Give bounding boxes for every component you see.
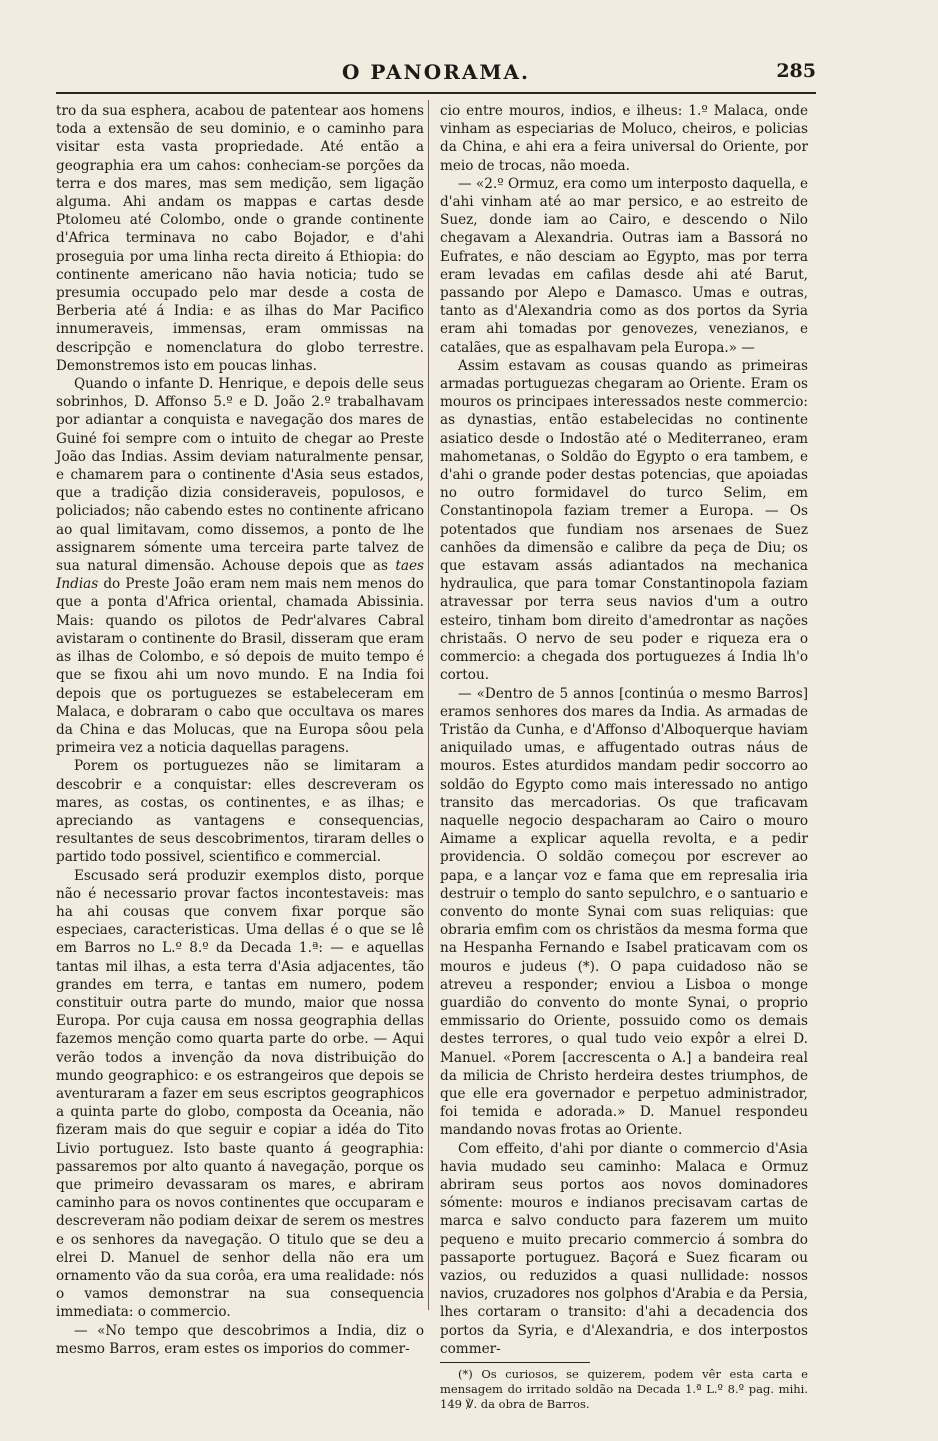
column-divider — [428, 100, 429, 1310]
page-number: 285 — [776, 60, 816, 82]
header-rule — [56, 92, 816, 94]
page-header — [56, 56, 816, 96]
paragraph: Quando o infante D. Henrique, e depois delle seus sobrinhos, D. Affonso 5.º e D. João 2.º trabalhavam por adiantar a conquista e navegação dos mares de Guiné foi sempre com o intuito de chegar ao Preste João das Indias. Assim deviam naturalmente pensar, e chamarem para o continente d'Asia seus estados, que a tradição dizia consideraveis, populosos, e policiados; não cabendo estes no continente africano ao qual limitavam, como dissemos, a ponto de lhe assignarem sómente uma terceira parte talvez de sua natural dimensão. Achouse depois que as taes Indias do Preste João eram nem mais nem menos do que a ponta d'Africa oriental, chamada Abissinia. Mais: quando os pilotos de Pedr'alvares Cabral avistaram o continente do Brasil, disseram que eram as ilhas de Colombo, e só depois de muito tempo é que se fixou ahi um novo mundo. E na India foi depois que os portuguezes se estabeleceram em Malaca, e dobraram o cabo que occultava os mares da China e das Molucas, que na Europa sôou pela primeira vez a noticia daquellas paragens. — [56, 376, 425, 757]
paragraph: Com effeito, d'ahi por diante o commercio d'Asia havia mudado seu caminho: Malaca e Ormuz abriram seus portos aos novos dominadores sómente: mouros e indianos precisavam cartas de marca e salvo conducto para fazerem um muito pequeno e muito precario commercio á sombra do passaporte portuguez. Baçorá e Suez ficaram ou vazios, ou reduzidos a quasi nullidade: nossos navios, cruzadores nos golphos d'Arabia e da Persia, lhes cortaram o transito: d'ahi a decadencia dos portos da Syria, e d'Alexandria, e dos interpostos commer- — [440, 1140, 808, 1357]
italic-phrase: taes Indias — [56, 558, 425, 593]
footnote-rule — [440, 1362, 590, 1363]
right-column — [440, 102, 808, 1412]
paragraph: cio entre mouros, indios, e ilheus: 1.º Malaca, onde vinham as especiarias de Moluco, cheiros, e policias da China, e ahi era a feira universal do Oriente, por meio de trocas, não moeda. — [440, 103, 808, 174]
journal-title: O PANORAMA. — [342, 60, 530, 84]
paragraph: — «No tempo que descobrimos a India, diz o mesmo Barros, eram estes os imporios do commer- — [56, 1322, 424, 1357]
paragraph: — «2.º Ormuz, era como um interposto daquella, e d'ahi vinham até ao mar persico, e ao estreito de Suez, donde iam ao Cairo, e descendo o Nilo chegavam a Alexandria. Outras iam a Bassorá no Eufrates, e não desciam ao Egypto, mas por terra eram levadas em cafilas desde ahi até Barut, passando por Alepo e Damasco. Umas e outras, tanto as d'Alexandria como as dos portos da Syria eram ahi tomadas por genovezes, venezianos, e catalães, que as espalhavam pela Europa.» — — [440, 175, 808, 356]
left-column — [56, 102, 424, 1358]
paragraph: Escusado será produzir exemplos disto, porque não é necessario provar factos incontestaveis: mas ha ahi cousas que convem fixar porque são especiaes, caracteristicas. Uma dellas é o que se lê em Barros no L.º 8.º da Decada 1.ª: — e aquellas tantas mil ilhas, a esta terra d'Asia adjacentes, tão grandes em terra, e tantas em numero, podem constituir outra parte do mundo, maior que nossa Europa. Por cuja causa em nossa geographia dellas fazemos menção como quarta parte do orbe. — Aqui verão todos a invenção da nova distribuição do mundo geographico: e os estrangeiros que depois se aventuraram a fazer em seus escriptos geographicos a quinta parte do globo, composta da Oceania, não fizeram mais do que seguir e copiar a idéa do Tito Livio portuguez. Isto baste quanto á geographia: passaremos por alto quanto á navegação, porque os que primeiro devassaram os mares, e abriram caminho para os novos continentes que occuparam e descreveram não podiam deixar de serem os mestres e os senhores da navegação. O titulo que se deu a elrei D. Manuel de senhor della não era um ornamento vão da sua corôa, era uma realidade: nós o vamos demonstrar na sua consequencia immediata: o commercio. — [56, 867, 424, 1321]
paragraph: tro da sua esphera, acabou de patentear aos homens toda a extensão de seu dominio, e o caminho para visitar esta vasta propriedade. Até então a geographia era um cahos: conheciam-se porções da terra e dos mares, mas sem medição, sem ligação alguma. Ahi andam os mappas e cartas desde Ptolomeu até Colombo, onde o grande continente d'Africa terminava no cabo Bojador, e d'ahi proseguia por uma linha recta direito á Ethiopia: do continente americano não havia noticia; tudo se presumia occupado pelo mar desde a costa de Berberia até á India: e as ilhas do Mar Pacifico innumeraveis, immensas, eram ommissas na descripção e nomenclatura do globo terrestre. Demonstremos isto em poucas linhas. — [56, 103, 424, 374]
paragraph: Assim estavam as cousas quando as primeiras armadas portuguezas chegaram ao Oriente. Eram os mouros os principaes interessados neste commercio: as dynastias, então estabelecidas no continente asiatico desde o Indostão até o Mediterraneo, eram mahometanas, o Soldão do Egypto o era tambem, e d'ahi o grande poder destas potencias, que apoiadas no outro formidavel do turco Selim, em Constantinopola faziam tremer a Europa. — Os potentados que fundiam nos arsenaes de Suez canhões da dimensão e calibre da peça de Diu; os que estavam assás adiantados na mechanica hydraulica, que para tomar Constantinopola faziam atravessar por terra seus navios d'um a outro esteiro, tinham bom direito d'amedrontar as nações christaãs. O nervo de seu poder e riqueza era o commercio: a chegada dos portuguezes á India lh'o cortou. — [440, 357, 808, 684]
paragraph: Porem os portuguezes não se limitaram a descobrir e a conquistar: elles descreveram os mares, as costas, os continentes, e as ilhas; e apreciando as vantagens e consequencias, resultantes de seus descobrimentos, tiraram delles o partido todo possivel, scientifico e commercial. — [56, 758, 424, 866]
paragraph: — «Dentro de 5 annos [continúa o mesmo Barros] eramos senhores dos mares da India. As armadas de Tristão da Cunha, e d'Affonso d'Alboquerque haviam aniquilado umas, e affugentado outras náus de mouros. Estes aturdidos mandam pedir soccorro ao soldão do Egypto como mais interessado no antigo transito das mercadorias. Os que traficavam naquelle negocio despacharam ao Cairo o mouro Aimame a explicar aquella revolta, e a pedir providencia. O soldão começou por escrever ao papa, e a lançar voz e fama que em represalia iria destruir o templo do santo sepulchro, e o santuario e convento do monte Synai com suas reliquias: que obraria emfim com os christãos da mesma forma que na Hespanha Fernando e Isabel praticavam com os mouros e judeus (*). O papa cuidadoso não se atreveu a responder; enviou a Lisboa o monge guardião do convento do monte Synai, o proprio emmissario do Oriente, possuido como os demais destes terrores, o qual tudo veio expôr a elrei D. Manuel. «Porem [accrescenta o A.] a bandeira real da milicia de Christo herdeira destes triumphos, de que elle era governador e perpetuo administrador, foi temida e adorada.» D. Manuel respondeu mandando novas frotas ao Oriente. — [440, 685, 808, 1139]
footnote: (*) Os curiosos, se quizerem, podem vêr esta carta e mensagem do irritado soldão na Decada 1.ª L.º 8.º pag. mihi. 149 ℣. da obra de Barros. — [440, 1367, 808, 1412]
